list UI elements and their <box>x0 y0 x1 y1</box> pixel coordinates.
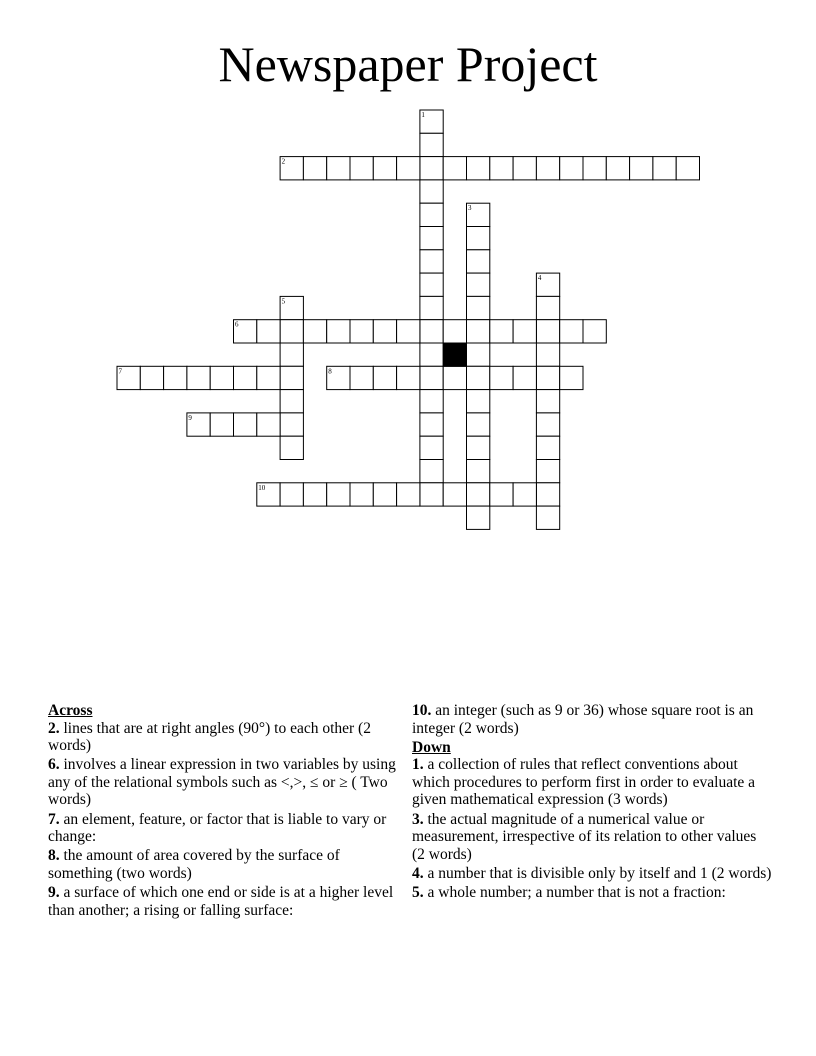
down-clue-list <box>412 756 772 901</box>
grid-cell[interactable] <box>467 227 490 250</box>
clue-text: a whole number; a number that is not a fraction: <box>423 883 726 901</box>
clue-down-4 <box>412 865 772 883</box>
grid-cell[interactable] <box>303 483 326 506</box>
grid-cell[interactable] <box>420 483 443 506</box>
grid-cell[interactable] <box>583 157 606 180</box>
grid-cell[interactable] <box>280 390 303 413</box>
grid-cell[interactable] <box>676 157 699 180</box>
grid-cell[interactable] <box>420 133 443 156</box>
grid-cell[interactable] <box>467 390 490 413</box>
grid-cell[interactable] <box>490 320 513 343</box>
clue-text: involves a linear expression in two variables by using any of the relational symbols such as <,>, ≤ or ≥ ( Two words) <box>48 756 396 809</box>
grid-cell[interactable] <box>350 366 373 389</box>
grid-cell[interactable] <box>373 366 396 389</box>
across-clue-list-continued <box>412 702 772 737</box>
clue-across-7 <box>48 811 403 846</box>
cell-number-5: 5 <box>281 297 286 306</box>
grid-cell[interactable] <box>490 483 513 506</box>
grid-cell[interactable] <box>280 436 303 459</box>
clue-number: 7. <box>48 810 60 828</box>
grid-cell[interactable] <box>420 390 443 413</box>
grid-cell[interactable] <box>350 157 373 180</box>
grid-cell[interactable] <box>210 366 233 389</box>
grid-cell[interactable] <box>420 203 443 226</box>
grid-cell[interactable] <box>397 366 420 389</box>
grid-cell[interactable] <box>443 366 466 389</box>
page-title: Newspaper Project <box>218 36 598 92</box>
cell-number-9: 9 <box>188 413 192 422</box>
clue-text: a collection of rules that reflect conventions about which procedures to perform first in order to evaluate a given mathematical expression (3 words) <box>412 756 756 809</box>
grid-cell[interactable] <box>490 157 513 180</box>
grid-cell[interactable] <box>397 320 420 343</box>
black-cell <box>443 343 466 366</box>
grid-cell[interactable] <box>536 157 559 180</box>
across-heading: Across <box>48 702 93 719</box>
grid-cell[interactable] <box>397 157 420 180</box>
cell-number-2: 2 <box>281 157 286 166</box>
grid-cell[interactable] <box>443 483 466 506</box>
grid-cell[interactable] <box>467 320 490 343</box>
grid-cell[interactable] <box>420 343 443 366</box>
grid-cell[interactable] <box>653 157 676 180</box>
grid-cell[interactable] <box>513 366 536 389</box>
grid-cell[interactable] <box>467 296 490 319</box>
grid-cell[interactable] <box>467 366 490 389</box>
grid-cell[interactable] <box>536 506 559 529</box>
grid-cell[interactable] <box>327 483 350 506</box>
cell-number-3: 3 <box>468 204 472 213</box>
grid-cell[interactable] <box>536 296 559 319</box>
clue-text: lines that are at right angles (90°) to each other (2 words) <box>48 719 371 755</box>
grid-cell[interactable] <box>606 157 629 180</box>
grid-cell[interactable] <box>140 366 163 389</box>
grid-cell[interactable] <box>420 366 443 389</box>
clue-down-1 <box>412 756 772 809</box>
grid-cell[interactable] <box>513 157 536 180</box>
down-heading: Down <box>412 738 451 756</box>
grid-cell[interactable] <box>280 343 303 366</box>
grid-cell[interactable] <box>373 157 396 180</box>
clue-number: 1. <box>412 756 424 774</box>
grid-cell[interactable] <box>467 157 490 180</box>
clue-number: 8. <box>48 847 60 865</box>
clue-text: an element, feature, or factor that is liable to vary or change: <box>48 810 387 846</box>
clue-number: 3. <box>412 810 424 828</box>
grid-cell[interactable] <box>280 366 303 389</box>
grid-cell[interactable] <box>257 366 280 389</box>
grid-cell[interactable] <box>513 320 536 343</box>
grid-cell[interactable] <box>327 157 350 180</box>
grid-cell[interactable] <box>467 343 490 366</box>
clue-number: 10. <box>412 702 432 719</box>
grid-cell[interactable] <box>257 320 280 343</box>
grid-cell[interactable] <box>467 273 490 296</box>
clue-across-8 <box>48 847 403 882</box>
clue-text: a surface of which one end or side is at a higher level than another; a rising or falling surface: <box>48 883 394 919</box>
grid-cell[interactable] <box>536 483 559 506</box>
grid-cell[interactable] <box>327 320 350 343</box>
cell-number-8: 8 <box>328 367 332 376</box>
clue-text: the amount of area covered by the surface of something (two words) <box>48 847 340 882</box>
grid-cell[interactable] <box>560 157 583 180</box>
grid-cell[interactable] <box>210 413 233 436</box>
grid-cell[interactable] <box>536 320 559 343</box>
grid-cell[interactable] <box>303 320 326 343</box>
cell-number-10: 10 <box>258 483 266 492</box>
cell-number-4: 4 <box>537 274 542 283</box>
grid-cell[interactable] <box>443 320 466 343</box>
grid-cell[interactable] <box>420 413 443 436</box>
grid-cell[interactable] <box>536 436 559 459</box>
grid-cell[interactable] <box>630 157 653 180</box>
grid-cell[interactable] <box>420 320 443 343</box>
grid-cell[interactable] <box>280 483 303 506</box>
grid-cell[interactable] <box>420 436 443 459</box>
grid-cell[interactable] <box>280 413 303 436</box>
grid-cell[interactable] <box>536 366 559 389</box>
clue-across-2 <box>48 720 403 755</box>
grid-cell[interactable] <box>420 296 443 319</box>
clue-number: 6. <box>48 756 60 774</box>
grid-cell[interactable] <box>467 460 490 483</box>
grid-cell[interactable] <box>420 227 443 250</box>
grid-cell[interactable] <box>280 320 303 343</box>
grid-cell[interactable] <box>350 483 373 506</box>
grid-cell[interactable] <box>536 343 559 366</box>
grid-cell[interactable] <box>560 320 583 343</box>
grid-cell[interactable] <box>467 436 490 459</box>
clue-down-5 <box>412 884 772 902</box>
grid-cell[interactable] <box>373 320 396 343</box>
grid-cell[interactable] <box>420 273 443 296</box>
cell-number-1: 1 <box>421 111 425 119</box>
grid-cell[interactable] <box>420 250 443 273</box>
grid-cell[interactable] <box>536 460 559 483</box>
grid-cell[interactable] <box>397 483 420 506</box>
clue-down-3 <box>412 811 772 864</box>
clues-column-right <box>412 702 772 903</box>
grid-cell[interactable] <box>467 250 490 273</box>
grid-cell[interactable] <box>350 320 373 343</box>
grid-cell[interactable] <box>560 366 583 389</box>
clue-text: a number that is divisible only by itself and 1 (2 words) <box>423 864 772 882</box>
clues-column-left <box>48 702 403 921</box>
grid-cell[interactable] <box>164 366 187 389</box>
grid-cell[interactable] <box>257 413 280 436</box>
clue-text: an integer (such as 9 or 36) whose square root is an integer (2 words) <box>412 702 754 737</box>
grid-cell[interactable] <box>234 366 257 389</box>
clue-number: 5. <box>412 883 424 901</box>
across-clue-list <box>48 720 403 920</box>
grid-cell[interactable] <box>467 483 490 506</box>
grid-cell[interactable] <box>234 413 257 436</box>
clue-number: 2. <box>48 719 60 737</box>
grid-cell[interactable] <box>303 157 326 180</box>
grid-cell[interactable] <box>490 366 513 389</box>
grid-cell[interactable] <box>583 320 606 343</box>
grid-cell[interactable] <box>187 366 210 389</box>
grid-cell[interactable] <box>443 157 466 180</box>
grid-cell[interactable] <box>513 483 536 506</box>
grid-cell[interactable] <box>467 506 490 529</box>
grid-cell[interactable] <box>420 157 443 180</box>
cell-number-7: 7 <box>118 367 122 376</box>
grid-cell[interactable] <box>536 413 559 436</box>
grid-cell[interactable] <box>420 460 443 483</box>
grid-cell[interactable] <box>420 180 443 203</box>
grid-cell[interactable] <box>467 413 490 436</box>
clue-text: the actual magnitude of a numerical value or measurement, irrespective of its relation to other values (2 words) <box>412 810 757 863</box>
grid-cell[interactable] <box>373 483 396 506</box>
clue-number: 4. <box>412 864 424 882</box>
clue-across-9 <box>48 884 403 919</box>
grid-cell[interactable] <box>536 390 559 413</box>
clue-across_cont-10 <box>412 702 772 737</box>
cell-number-6: 6 <box>235 320 239 329</box>
clue-across-6 <box>48 756 403 809</box>
clue-number: 9. <box>48 883 60 901</box>
